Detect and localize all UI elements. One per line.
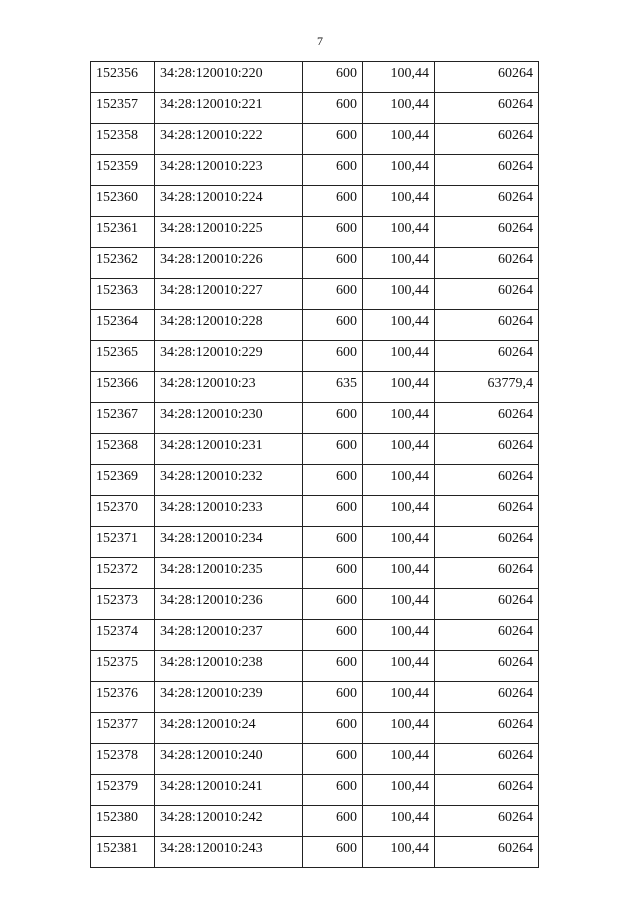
price-cell: 100,44 [363,713,435,744]
table-body [91,62,539,868]
area-cell: 600 [303,837,363,868]
total-cell: 60264 [435,93,539,124]
total-cell: 60264 [435,217,539,248]
cadastral-number-cell: 34:28:120010:224 [155,186,303,217]
price-cell: 100,44 [363,403,435,434]
cadastral-number-cell: 34:28:120010:24 [155,713,303,744]
table-row [91,93,539,124]
area-cell: 600 [303,465,363,496]
cadastral-number-cell: 34:28:120010:221 [155,93,303,124]
price-cell: 100,44 [363,775,435,806]
row-number-cell: 152374 [91,620,155,651]
cadastral-number-cell: 34:28:120010:234 [155,527,303,558]
table-row [91,310,539,341]
row-number-cell: 152380 [91,806,155,837]
row-number-cell: 152376 [91,682,155,713]
total-cell: 60264 [435,713,539,744]
area-cell: 600 [303,434,363,465]
area-cell: 600 [303,682,363,713]
area-cell: 600 [303,217,363,248]
cadastral-number-cell: 34:28:120010:227 [155,279,303,310]
area-cell: 600 [303,496,363,527]
row-number-cell: 152378 [91,744,155,775]
total-cell: 60264 [435,651,539,682]
row-number-cell: 152373 [91,589,155,620]
table-row [91,527,539,558]
area-cell: 600 [303,744,363,775]
table-row [91,341,539,372]
cadastral-number-cell: 34:28:120010:239 [155,682,303,713]
cadastral-number-cell: 34:28:120010:240 [155,744,303,775]
table-row [91,62,539,93]
cadastral-number-cell: 34:28:120010:226 [155,248,303,279]
total-cell: 60264 [435,837,539,868]
area-cell: 600 [303,341,363,372]
table-row [91,372,539,403]
table-row [91,434,539,465]
row-number-cell: 152371 [91,527,155,558]
row-number-cell: 152370 [91,496,155,527]
total-cell: 60264 [435,341,539,372]
table-row [91,713,539,744]
row-number-cell: 152358 [91,124,155,155]
table-row [91,465,539,496]
total-cell: 60264 [435,744,539,775]
price-cell: 100,44 [363,62,435,93]
area-cell: 600 [303,62,363,93]
row-number-cell: 152377 [91,713,155,744]
area-cell: 600 [303,620,363,651]
total-cell: 60264 [435,465,539,496]
price-cell: 100,44 [363,248,435,279]
table-row [91,775,539,806]
total-cell: 60264 [435,620,539,651]
cadastral-number-cell: 34:28:120010:228 [155,310,303,341]
table-row [91,651,539,682]
cadastral-number-cell: 34:28:120010:222 [155,124,303,155]
area-cell: 600 [303,248,363,279]
table-row [91,744,539,775]
row-number-cell: 152361 [91,217,155,248]
price-cell: 100,44 [363,496,435,527]
price-cell: 100,44 [363,620,435,651]
cadastral-number-cell: 34:28:120010:235 [155,558,303,589]
price-cell: 100,44 [363,310,435,341]
price-cell: 100,44 [363,744,435,775]
area-cell: 600 [303,806,363,837]
cadastral-number-cell: 34:28:120010:241 [155,775,303,806]
table-row [91,403,539,434]
row-number-cell: 152356 [91,62,155,93]
price-cell: 100,44 [363,186,435,217]
row-number-cell: 152362 [91,248,155,279]
total-cell: 60264 [435,403,539,434]
row-number-cell: 152359 [91,155,155,186]
price-cell: 100,44 [363,589,435,620]
total-cell: 60264 [435,124,539,155]
price-cell: 100,44 [363,93,435,124]
area-cell: 600 [303,93,363,124]
total-cell: 60264 [435,558,539,589]
table-row [91,682,539,713]
row-number-cell: 152363 [91,279,155,310]
row-number-cell: 152367 [91,403,155,434]
area-cell: 600 [303,589,363,620]
cadastral-number-cell: 34:28:120010:237 [155,620,303,651]
cadastral-number-cell: 34:28:120010:225 [155,217,303,248]
area-cell: 600 [303,124,363,155]
price-cell: 100,44 [363,837,435,868]
row-number-cell: 152366 [91,372,155,403]
area-cell: 635 [303,372,363,403]
area-cell: 600 [303,403,363,434]
area-cell: 600 [303,558,363,589]
row-number-cell: 152369 [91,465,155,496]
total-cell: 60264 [435,279,539,310]
row-number-cell: 152375 [91,651,155,682]
total-cell: 60264 [435,527,539,558]
total-cell: 60264 [435,248,539,279]
row-number-cell: 152364 [91,310,155,341]
area-cell: 600 [303,310,363,341]
table-row [91,620,539,651]
price-cell: 100,44 [363,217,435,248]
total-cell: 60264 [435,806,539,837]
table-row [91,806,539,837]
row-number-cell: 152368 [91,434,155,465]
total-cell: 60264 [435,310,539,341]
total-cell: 63779,4 [435,372,539,403]
total-cell: 60264 [435,155,539,186]
total-cell: 60264 [435,682,539,713]
cadastral-number-cell: 34:28:120010:233 [155,496,303,527]
price-cell: 100,44 [363,155,435,186]
area-cell: 600 [303,651,363,682]
row-number-cell: 152379 [91,775,155,806]
price-cell: 100,44 [363,806,435,837]
area-cell: 600 [303,527,363,558]
total-cell: 60264 [435,496,539,527]
total-cell: 60264 [435,186,539,217]
price-cell: 100,44 [363,465,435,496]
table-row [91,124,539,155]
price-cell: 100,44 [363,651,435,682]
price-cell: 100,44 [363,558,435,589]
area-cell: 600 [303,775,363,806]
table-row [91,837,539,868]
row-number-cell: 152360 [91,186,155,217]
total-cell: 60264 [435,434,539,465]
cadastral-number-cell: 34:28:120010:223 [155,155,303,186]
table-row [91,496,539,527]
cadastral-number-cell: 34:28:120010:230 [155,403,303,434]
cadastral-number-cell: 34:28:120010:220 [155,62,303,93]
row-number-cell: 152365 [91,341,155,372]
row-number-cell: 152381 [91,837,155,868]
area-cell: 600 [303,186,363,217]
area-cell: 600 [303,713,363,744]
table-row [91,558,539,589]
price-cell: 100,44 [363,372,435,403]
price-cell: 100,44 [363,341,435,372]
price-cell: 100,44 [363,124,435,155]
row-number-cell: 152372 [91,558,155,589]
land-plot-table [90,61,539,868]
total-cell: 60264 [435,775,539,806]
price-cell: 100,44 [363,434,435,465]
table-row [91,155,539,186]
cadastral-number-cell: 34:28:120010:242 [155,806,303,837]
cadastral-number-cell: 34:28:120010:243 [155,837,303,868]
cadastral-number-cell: 34:28:120010:232 [155,465,303,496]
table-row [91,279,539,310]
cadastral-number-cell: 34:28:120010:231 [155,434,303,465]
total-cell: 60264 [435,62,539,93]
row-number-cell: 152357 [91,93,155,124]
price-cell: 100,44 [363,527,435,558]
page-number: 7 [317,34,323,48]
table-row [91,186,539,217]
table-row [91,217,539,248]
table-row [91,589,539,620]
cadastral-number-cell: 34:28:120010:23 [155,372,303,403]
area-cell: 600 [303,155,363,186]
price-cell: 100,44 [363,279,435,310]
area-cell: 600 [303,279,363,310]
total-cell: 60264 [435,589,539,620]
cadastral-number-cell: 34:28:120010:238 [155,651,303,682]
cadastral-number-cell: 34:28:120010:236 [155,589,303,620]
price-cell: 100,44 [363,682,435,713]
cadastral-number-cell: 34:28:120010:229 [155,341,303,372]
table-row [91,248,539,279]
